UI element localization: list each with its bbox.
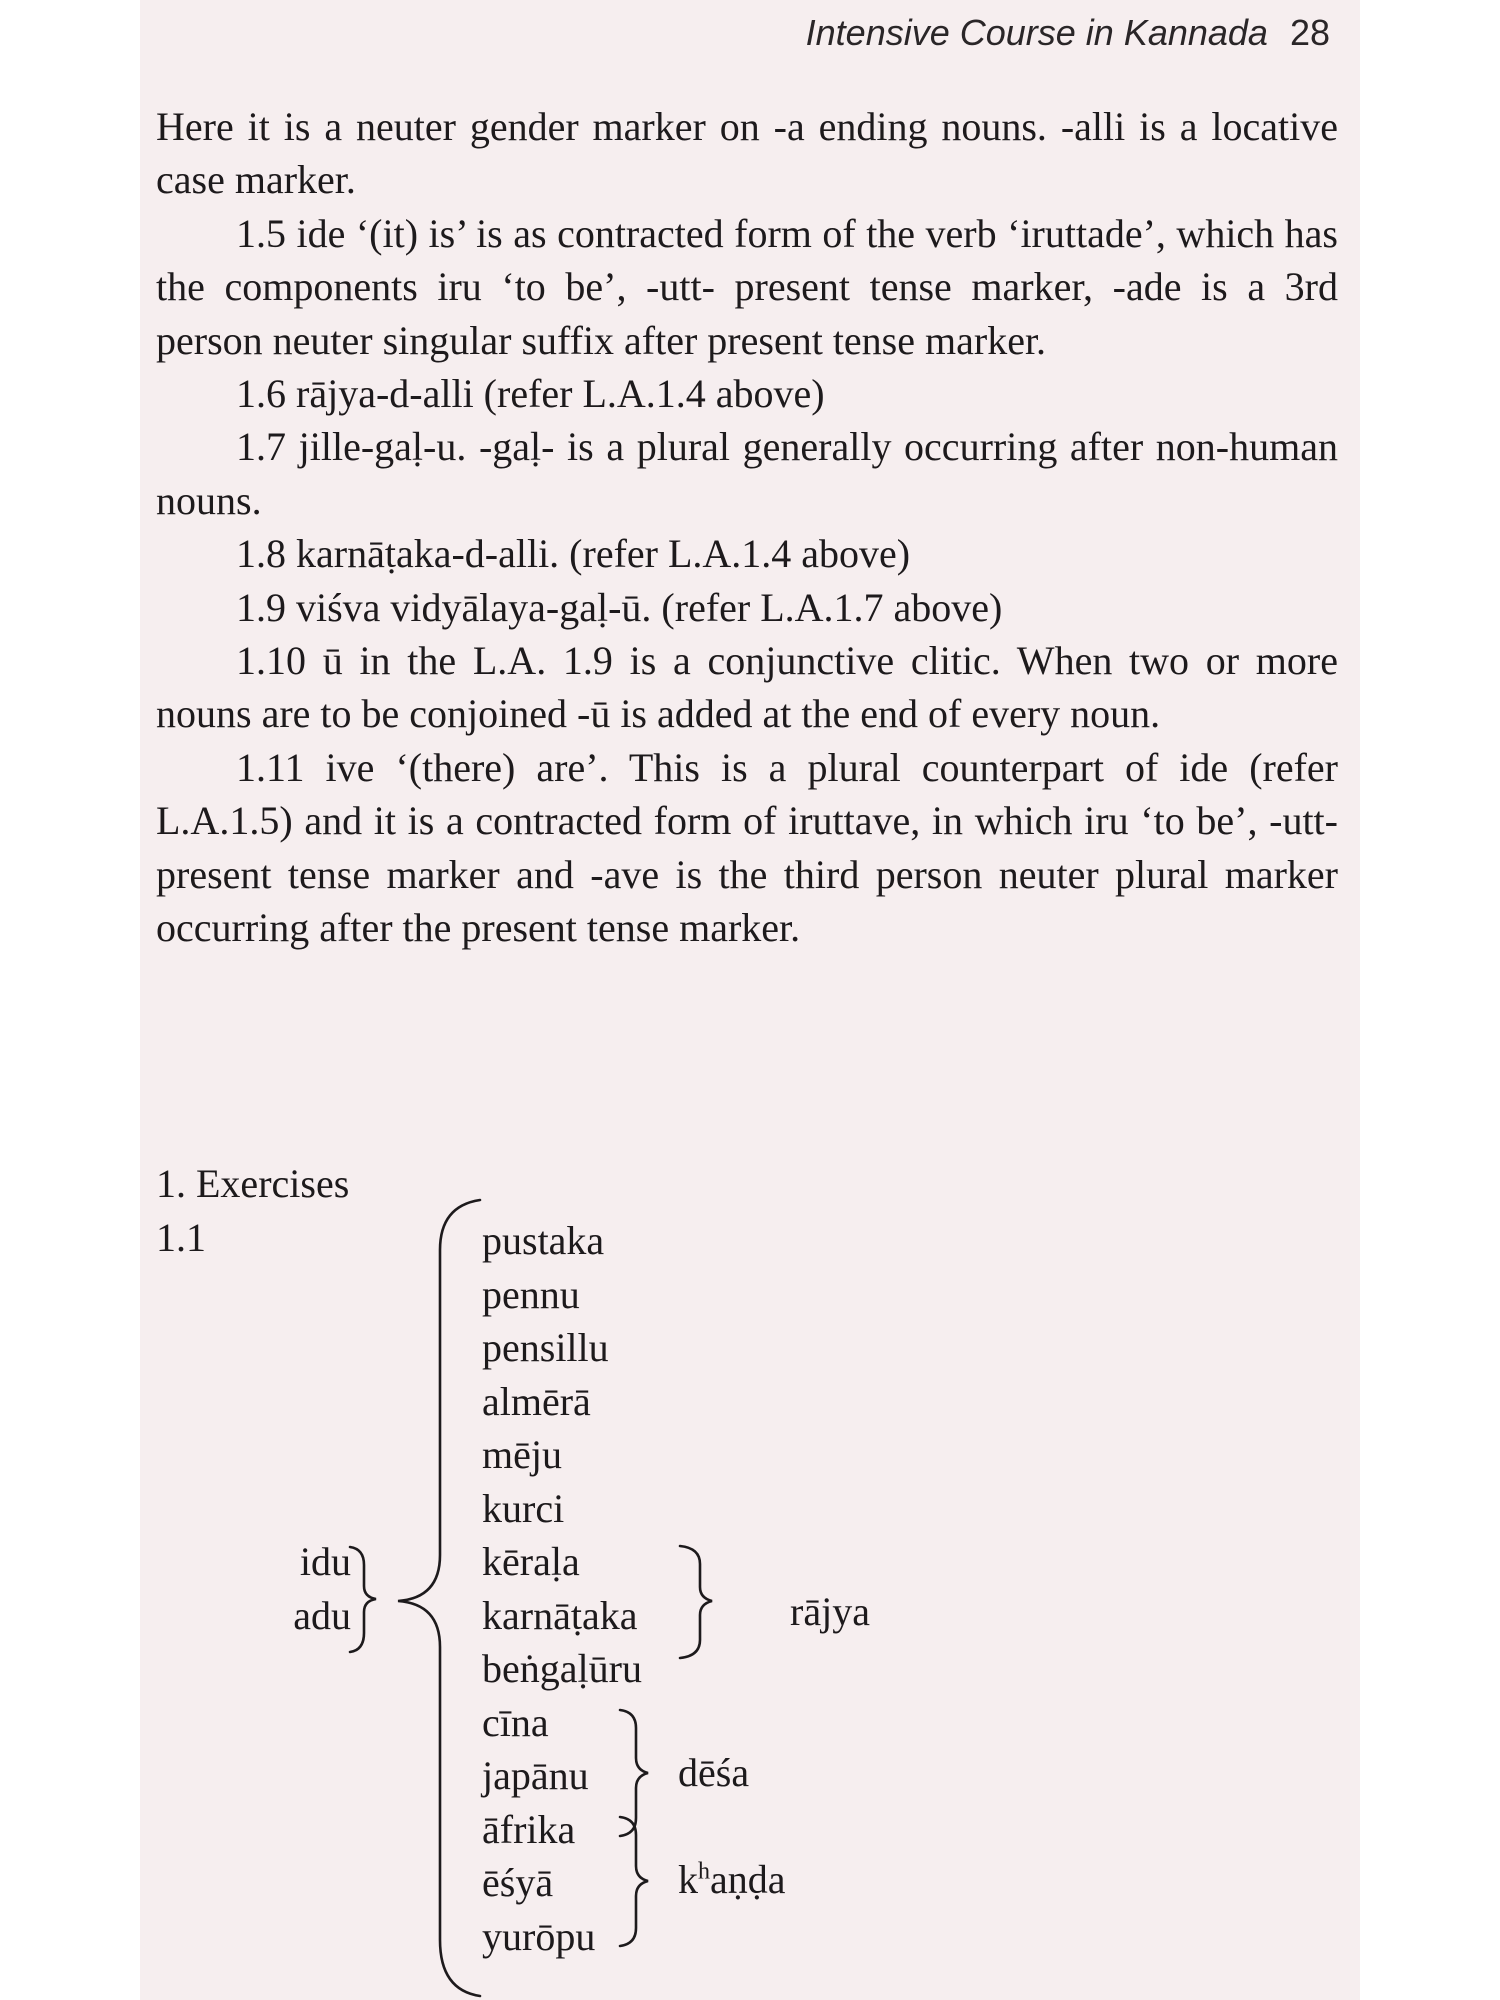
noun-item: mēju	[482, 1432, 562, 1477]
noun-item: almērā	[482, 1378, 591, 1424]
big-left-brace	[398, 1200, 480, 1996]
khanda-h: h	[698, 1858, 710, 1885]
rajya-brace	[680, 1546, 712, 1658]
noun-item: cīna	[482, 1699, 549, 1745]
noun-item: kurci	[482, 1485, 565, 1531]
desa-label: dēśa	[678, 1750, 750, 1795]
exercises-heading: 1. Exercises	[156, 1161, 350, 1206]
paragraph: 1.9 viśva vidyālaya-gaḷ-ū. (refer L.A.1.7 above)	[236, 584, 1003, 630]
noun-item: āfrika	[482, 1806, 576, 1852]
paragraph: 1.5 ide ‘(it) is’ is as contracted form of the verb ‘iruttade’, which has the components iru ‘to be’, -utt- present tense marker, -ade is a 3rd person neuter singular suffix after present tense marker.	[156, 210, 1338, 363]
pronoun-item: idu	[299, 1539, 351, 1584]
paragraph: 1.7 jille-gaḷ-u. -gaḷ- is a plural generally occurring after non-human nouns.	[156, 424, 1338, 523]
paragraph: Here it is a neuter gender marker on -a ending nouns. -alli is a locative case marker.	[156, 104, 1338, 203]
paragraph: 1.6 rājya-d-alli (refer L.A.1.4 above)	[236, 371, 825, 417]
rajya-label: rājya	[790, 1589, 870, 1634]
noun-item: japānu	[482, 1753, 589, 1798]
khanda-k: k	[678, 1857, 698, 1902]
paragraph: 1.10 ū in the L.A. 1.9 is a conjunctive clitic. When two or more nouns are to be conjoined -ū is added at the end of every noun.	[156, 638, 1338, 737]
noun-item: kēraḷa	[482, 1539, 580, 1584]
book-title: Intensive Course in Kannada	[805, 12, 1268, 53]
noun-item: pustaka	[482, 1218, 605, 1263]
khanda-rest: aṇḍa	[710, 1857, 786, 1902]
pronoun-brace	[350, 1547, 376, 1652]
paragraph: 1.11 ive ‘(there) are’. This is a plural counterpart of ide (refer L.A.1.5) and it is a contracted form of iruttave, in which iru ‘to be’, -utt- present tense marker and -ave is the third person neuter plural marker occurring after the present tense marker.	[156, 744, 1338, 951]
paragraph: 1.8 karnāṭaka-d-alli. (refer L.A.1.4 above)	[236, 531, 911, 577]
noun-item: yurōpu	[482, 1913, 596, 1959]
exercise-number: 1.1	[156, 1215, 206, 1260]
noun-item: karnāṭaka	[482, 1592, 638, 1638]
pronoun-item: adu	[293, 1592, 351, 1638]
noun-item: pennu	[482, 1271, 580, 1317]
bracket-diagram	[140, 0, 1360, 2000]
book-page	[140, 0, 1360, 2000]
page-number: 28	[1289, 12, 1330, 53]
noun-item: beṅgaḷūru	[482, 1646, 642, 1691]
noun-item: ēśyā	[482, 1860, 554, 1905]
noun-item: pensillu	[482, 1325, 609, 1370]
